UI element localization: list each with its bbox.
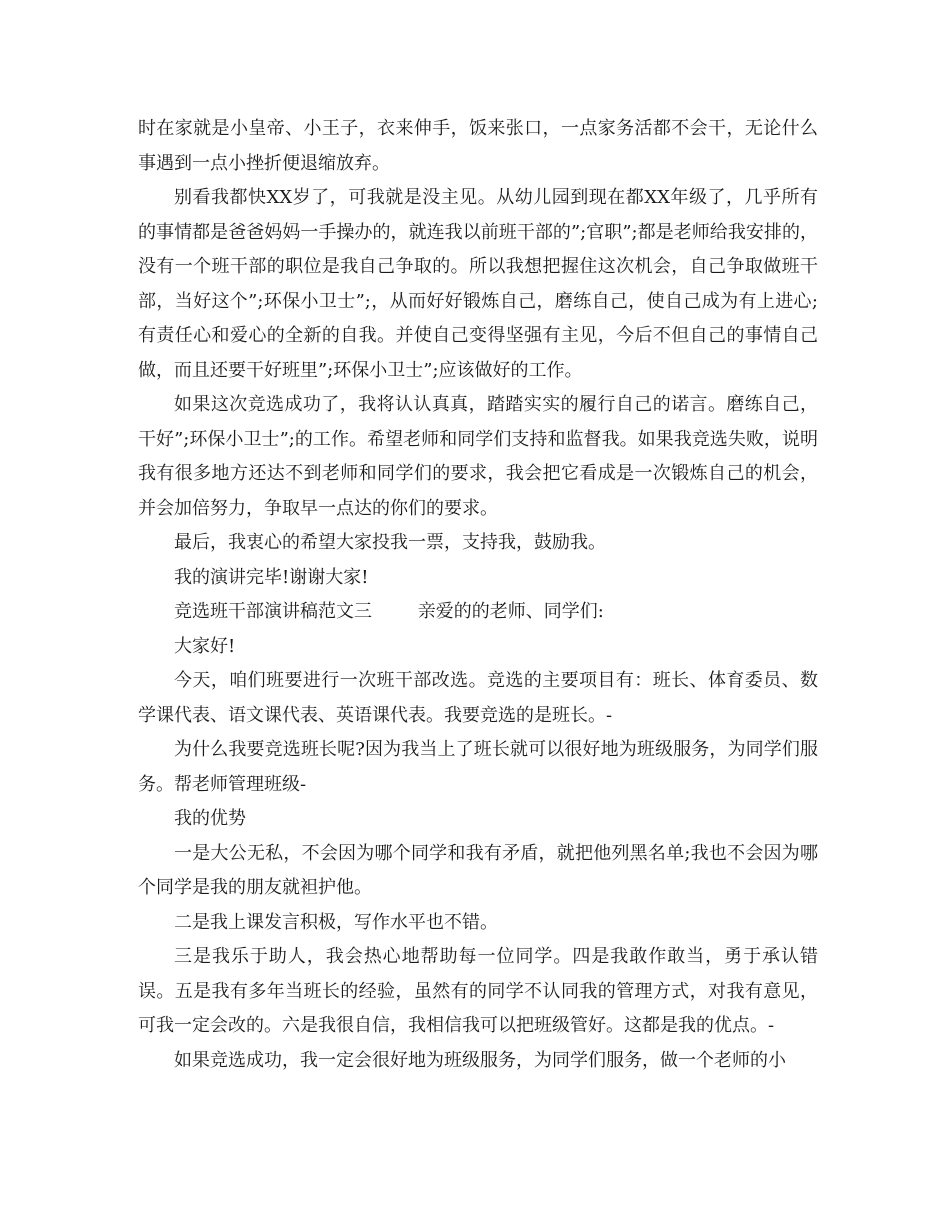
- paragraph-7: 为什么我要竞选班长呢?因为我当上了班长就可以很好地为班级服务，为同学们服务。帮老师管理班级-: [138, 739, 818, 795]
- paragraph-2: 别看我都快XX岁了，可我就是没主见。从幼儿园到现在都XX年级了，几乎所有的事情都是爸爸妈妈一手操办的，就连我以前班干部的”;官职”;都是老师给我安排的，没有一个班干部的职位是我自己争取的。所以我想把握住这次机会，自己争取做班干部，当好这个”;环保小卫士”;，从而好好锻炼自己，磨练自己，使自己成为有上进心;有责任心和爱心的全新的自我。并使自己变得坚强有主见，今后不但自己的事情自己做，而且还要干好班里”;环保小卫士”;应该做好的工作。: [138, 187, 818, 381]
- paragraph-6: 今天，咱们班要进行一次班干部改选。竞选的主要项目有：班长、体育委员、数学课代表、语文课代表、英语课代表。我要竞选的是班长。-: [138, 670, 818, 726]
- paragraph-10: 三是我乐于助人，我会热心地帮助每一位同学。四是我敢作敢当，勇于承认错误。五是我有多年当班长的经验，虽然有的同学不认同我的管理方式，对我有意见，可我一定会改的。六是我很自信，我相信我可以把班级管好。这都是我的优点。-: [138, 946, 818, 1036]
- paragraph-3: 如果这次竞选成功了，我将认认真真，踏踏实实的履行自己的诺言。磨练自己，干好”;环保小卫士”;的工作。希望老师和同学们支持和监督我。如果我竞选失败，说明我有很多地方还达不到老师和同学们的要求，我会把它看成是一次锻炼自己的机会，并会加倍努力，争取早一点达的你们的要求。: [138, 394, 818, 519]
- paragraph-8: 一是大公无私，不会因为哪个同学和我有矛盾，就把他列黑名单;我也不会因为哪个同学是我的朋友就袒护他。: [138, 842, 818, 898]
- paragraph-4: 最后，我衷心的希望大家投我一票，支持我，鼓励我。: [174, 532, 606, 553]
- paragraph-11: 如果竞选成功，我一定会很好地为班级服务，为同学们服务，做一个老师的小: [174, 1049, 786, 1071]
- paragraph-5: 我的演讲完毕!谢谢大家!: [174, 566, 369, 588]
- section-heading: 竞选班干部演讲稿范文三 亲爱的的老师、同学们:: [174, 601, 604, 622]
- document-body: [138, 112, 818, 1078]
- paragraph-1: 时在家就是小皇帝、小王子，衣来伸手，饭来张口，一点家务活都不会干，无论什么事遇到一点小挫折便退缩放弃。: [138, 118, 818, 174]
- greeting: 大家好!: [174, 635, 236, 657]
- paragraph-9: 二是我上课发言积极，写作水平也不错。: [174, 911, 498, 933]
- subheading-advantages: 我的优势: [174, 808, 246, 829]
